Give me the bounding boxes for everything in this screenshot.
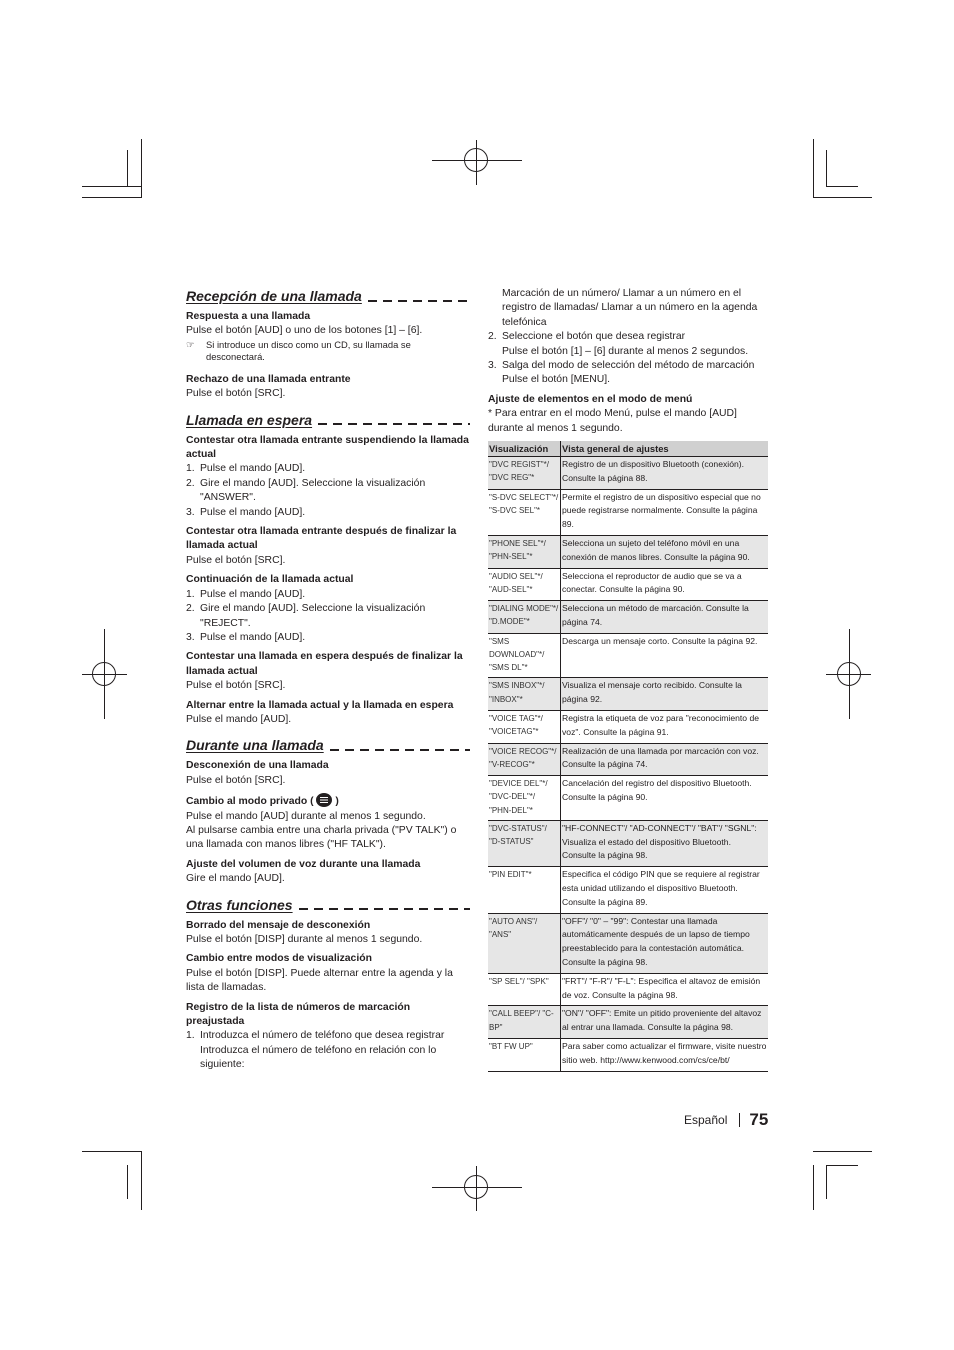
table-header: Visualización <box>488 441 561 457</box>
subheading: Cambio entre modos de visualización <box>186 953 372 965</box>
table-row: "DVC REGIST"*/ "DVC REG"* Registro de un dispositivo Bluetooth (conexión). Consulte la página 88. <box>488 457 768 490</box>
table-header: Vista general de ajustes <box>561 441 769 457</box>
table-row: "AUDIO SEL"*/ "AUD-SEL"* Selecciona el reproductor de audio que se va a conectar. Consulte la página 90. <box>488 568 768 601</box>
body-text: Introduzca el número de teléfono en relación con lo siguiente: <box>200 1044 437 1071</box>
subheading: Ajuste del volumen de voz durante una llamada <box>186 858 421 870</box>
body-text: Marcación de un número/ Llamar a un número en el registro de llamadas/ Llamar a un número en la agenda telefónica <box>502 288 758 328</box>
table-row: "PHONE SEL"*/ "PHN-SEL"* Selecciona un sujeto del teléfono móvil en una conexión de manos libres. Consulte la página 90. <box>488 536 768 569</box>
right-column <box>488 287 768 1072</box>
list-item: 2. Gire el mando [AUD]. Seleccione la visualización "REJECT". <box>186 603 426 629</box>
subheading: Contestar una llamada en espera después de finalizar la llamada actual <box>186 651 463 677</box>
table-row: "VOICE RECOG"*/ "V-RECOG"* Realización de una llamada por marcación con voz. Consulte la página 74. <box>488 743 768 776</box>
list-item: 2. Seleccione el botón que desea registrar <box>488 331 686 343</box>
list-item: 1. Pulse el mando [AUD]. <box>186 588 306 600</box>
body-text: Pulse el botón [SRC]. <box>186 680 286 692</box>
section-title-llamada-espera: Llamada en espera <box>186 411 470 429</box>
table-row: "VOICE TAG"*/ "VOICETAG"* Registra la etiqueta de voz para "reconocimiento de voz". Consulte la página 91. <box>488 711 768 744</box>
table-row: "SMS DOWNLOAD"*/ "SMS DL"* Descarga un mensaje corto. Consulte la página 92. <box>488 633 768 678</box>
menu-note: * Para entrar en el modo Menú, pulse el mando [AUD] durante al menos 1 segundo. <box>488 408 737 434</box>
table-row: "DEVICE DEL"*/ "DVC-DEL"*/ "PHN-DEL"* Cancelación del registro del dispositivo Bluetooth. Consulte la página 90. <box>488 776 768 821</box>
body-text: Pulse el botón [SRC]. <box>186 554 286 566</box>
list-item: 1. Pulse el mando [AUD]. <box>186 463 306 475</box>
body-text: Pulse el botón [DISP] durante al menos 1 segundo. <box>186 934 423 945</box>
body-text: Pulse el botón [MENU]. <box>502 374 610 386</box>
language-label: Español <box>684 1113 728 1127</box>
body-text: Pulse el botón [SRC]. <box>186 774 286 786</box>
private-talk-icon <box>316 793 332 807</box>
menu-settings-table <box>488 441 768 1072</box>
subheading: Respuesta a una llamada <box>186 311 311 322</box>
table-row: "AUTO ANS"/ "ANS" "OFF"/ "0" – "99": Contestar una llamada automáticamente después de un lapso de tiempo preestablecido para la contestación automática. Consulte la página 98. <box>488 913 768 973</box>
subheading: Contestar otra llamada entrante suspendiendo la llamada actual <box>186 434 469 461</box>
subheading: Borrado del mensaje de desconexión <box>186 919 371 931</box>
body-text: Pulse el botón [DISP]. Puede alternar entre la agenda y la lista de llamadas. <box>186 967 453 994</box>
subheading: Registro de la lista de números de marcación preajustada <box>186 1001 411 1028</box>
page-number: 75 <box>749 1110 769 1129</box>
page-footer <box>684 1110 768 1130</box>
section-title-recepcion: Recepción de una llamada <box>186 287 470 305</box>
table-row: "SP SEL"/ "SPK" "FRT"/ "F-R"/ "F-L": Especifica el altavoz de emisión de voz. Consulte la página 98. <box>488 973 768 1006</box>
note: ☞ Si introduce un disco como un CD, su llamada se desconectará. <box>186 338 411 363</box>
note-hand-icon: ☞ <box>186 338 195 350</box>
body-text: Gire el mando [AUD]. <box>186 873 285 885</box>
table-row: "S-DVC SELECT"*/ "S-DVC SEL"* Permite el registro de un dispositivo especial que no puede registrarse normalmente. Consulte la página 89. <box>488 489 768 535</box>
body-text: Pulse el mando [AUD]. <box>186 713 292 725</box>
list-item: 3. Pulse el mando [AUD]. <box>186 506 306 518</box>
body-text: Pulse el botón [AUD] o uno de los botones [1] – [6]. <box>186 325 423 337</box>
subheading: Cambio al modo privado ( ) <box>186 793 470 809</box>
list-item: 1. Introduzca el número de teléfono que desea registrar <box>186 1030 445 1042</box>
subheading: Rechazo de una llamada entrante <box>186 373 351 385</box>
body-text: Al pulsarse cambia entre una charla privada ("PV TALK") o una llamada con manos libres ("HF TALK"). <box>186 824 457 851</box>
list-item: 2. Gire el mando [AUD]. Seleccione la visualización "ANSWER". <box>186 477 426 504</box>
table-row: "PIN EDIT"* Especifica el código PIN que se requiere al registrar esta unidad utilizando el dispositivo Bluetooth. Consulte la página 89. <box>488 867 768 913</box>
body-text: Pulse el botón [SRC]. <box>186 388 286 400</box>
section-title-durante-llamada: Durante una llamada <box>186 736 470 754</box>
left-column <box>186 287 470 1073</box>
table-row: "CALL BEEP"/ "C-BP" "ON"/ "OFF": Emite un pitido proveniente del altavoz al entrar una llamada. Consulte la página 98. <box>488 1006 768 1039</box>
body-text: Pulse el mando [AUD] durante al menos 1 segundo. <box>186 810 426 822</box>
table-row: "DVC-STATUS"/ "D-STATUS" "HF-CONNECT"/ "AD-CONNECT"/ "BAT"/ "SGNL": Visualiza el estado del dispositivo Bluetooth. Consulte la página 98. <box>488 820 768 866</box>
subheading: Desconexión de una llamada <box>186 760 329 772</box>
subheading: Contestar otra llamada entrante después de finalizar la llamada actual <box>186 526 457 552</box>
subheading: Continuación de la llamada actual <box>186 574 354 586</box>
list-item: 3. Salga del modo de selección del método de marcación <box>488 360 755 372</box>
subheading: Ajuste de elementos en el modo de menú <box>488 393 693 405</box>
table-row: "DIALING MODE"*/ "D.MODE"* Selecciona un método de marcación. Consulte la página 74. <box>488 601 768 634</box>
subheading: Alternar entre la llamada actual y la llamada en espera <box>186 699 454 711</box>
table-row: "BT FW UP" Para saber como actualizar el firmware, visite nuestro sitio web. http://www.kenwood.com/cs/ce/bt/ <box>488 1038 768 1071</box>
body-text: Pulse el botón [1] – [6] durante al menos 2 segundos. <box>502 345 749 357</box>
table-row: "SMS INBOX"*/ "INBOX"* Visualiza el mensaje corto recibido. Consulte la página 92. <box>488 678 768 711</box>
section-title-otras-funciones: Otras funciones <box>186 896 470 914</box>
footer-divider <box>739 1113 740 1127</box>
list-item: 3. Pulse el mando [AUD]. <box>186 631 306 643</box>
